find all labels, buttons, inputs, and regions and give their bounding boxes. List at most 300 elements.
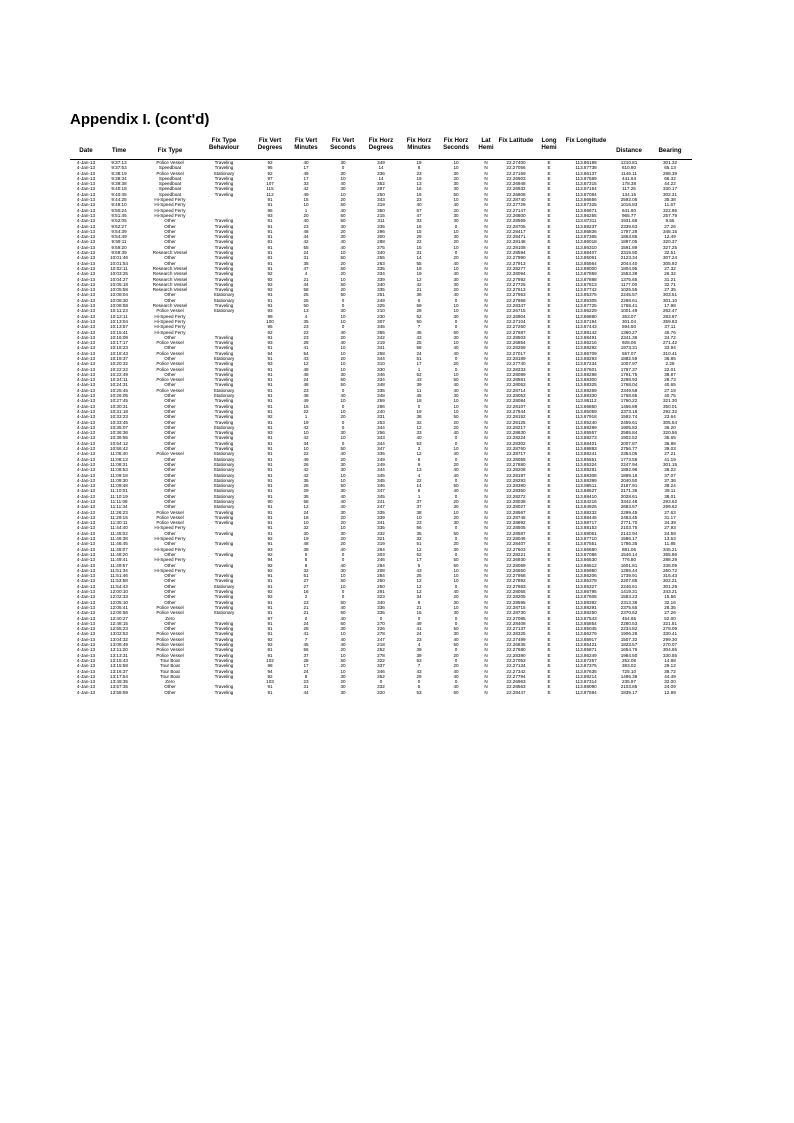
cell-fix-horz-minutes: 43 xyxy=(416,668,422,674)
cell-bearing: 2.29 xyxy=(665,361,675,367)
cell-time: 10:01:46 xyxy=(110,255,128,261)
cell-fix-type: Other xyxy=(164,541,176,547)
cell-fix-type: Other xyxy=(164,292,176,298)
cell-date: 4-Jan-13 xyxy=(76,250,96,256)
cell-time: 10:11:23 xyxy=(110,308,128,314)
cell-distance: 1804.95 xyxy=(620,265,638,271)
cell-fix-horz-seconds: 0 xyxy=(454,250,458,256)
cell-fix-horz-seconds: 0 xyxy=(454,657,458,663)
cell-fix-vert-degrees: 93 xyxy=(267,546,273,552)
cell-fix-horz-degrees: 335 xyxy=(377,451,385,457)
cell-fix-horz-degrees: 310 xyxy=(377,361,385,367)
cell-fix-horz-minutes: 5 xyxy=(417,562,421,568)
cell-fix-horz-minutes: 22 xyxy=(416,239,422,245)
cell-fix-longitude: 113.85854 xyxy=(575,620,597,626)
cell-fix-latitude: 22.27085 xyxy=(506,615,526,621)
cell-fix-horz-degrees: 253 xyxy=(377,419,385,425)
cell-fix-type-behaviour: Traveling xyxy=(214,181,234,187)
cell-distance: 881.06 xyxy=(621,546,637,552)
cell-fix-horz-minutes: 12 xyxy=(416,451,422,457)
cell-fix-horz-seconds: 0 xyxy=(454,620,458,626)
cell-fix-horz-degrees: 342 xyxy=(377,334,385,340)
cell-fix-vert-minutes: 42 xyxy=(303,435,309,441)
cell-fix-vert-seconds: 30 xyxy=(340,186,346,192)
cell-distance: 1586.17 xyxy=(620,536,638,542)
cell-fix-type: Police Vessel xyxy=(156,160,184,165)
cell-bearing: 32.16 xyxy=(664,599,676,605)
cell-bearing: 37.36 xyxy=(664,477,676,483)
cell-fix-vert-minutes: 50 xyxy=(303,303,309,309)
cell-date: 4-Jan-13 xyxy=(76,642,96,648)
cell-fix-vert-degrees: 91 xyxy=(267,419,273,425)
cell-date: 4-Jan-13 xyxy=(76,483,96,489)
cell-fix-vert-degrees: 92 xyxy=(267,562,273,568)
cell-fix-horz-degrees: 284 xyxy=(377,573,385,579)
cell-fix-horz-degrees: 331 xyxy=(377,414,385,420)
cell-fix-vert-seconds: 40 xyxy=(340,207,346,213)
cell-distance: 2142.94 xyxy=(620,530,638,536)
cell-fix-vert-seconds: 10 xyxy=(340,361,346,367)
cell-fix-horz-degrees: 14 xyxy=(378,175,384,181)
cell-bearing: 27.32 xyxy=(664,265,676,271)
cell-fix-vert-seconds: 20 xyxy=(340,456,346,462)
cell-fix-vert-degrees: 92 xyxy=(267,160,273,165)
cell-lat-hemi: N xyxy=(484,631,488,637)
cell-fix-horz-seconds: 40 xyxy=(453,467,459,473)
cell-fix-horz-degrees: 284 xyxy=(377,546,385,552)
cell-fix-type: Other xyxy=(164,334,176,340)
cell-time: 10:08:58 xyxy=(110,303,128,309)
cell-fix-horz-minutes: 12 xyxy=(416,546,422,552)
cell-lat-hemi: N xyxy=(484,673,488,679)
cell-fix-horz-degrees: 340 xyxy=(377,250,385,256)
cell-fix-horz-seconds: 20 xyxy=(453,239,459,245)
cell-fix-horz-seconds: 40 xyxy=(453,271,459,277)
cell-fix-vert-degrees: 91 xyxy=(267,530,273,536)
cell-fix-longitude: 113.86860 xyxy=(575,403,597,409)
cell-fix-horz-minutes: 12 xyxy=(416,589,422,595)
cell-fix-latitude: 22.28055 xyxy=(506,456,526,462)
cell-lat-hemi: N xyxy=(484,509,488,515)
cell-date: 4-Jan-13 xyxy=(76,424,96,430)
cell-time: 10:22:49 xyxy=(110,371,128,377)
cell-fix-vert-degrees: 92 xyxy=(267,636,273,642)
cell-fix-latitude: 22.27868 xyxy=(506,297,526,303)
cell-fix-vert-minutes: 8 xyxy=(304,557,308,563)
cell-time: 11:46:45 xyxy=(110,541,128,547)
cell-distance: 965.77 xyxy=(621,212,637,218)
cell-fix-vert-minutes: 58 xyxy=(303,287,309,293)
cell-fix-vert-degrees: 94 xyxy=(267,668,273,674)
cell-fix-type: Tour Boat xyxy=(160,668,180,674)
cell-fix-vert-degrees: 91 xyxy=(267,408,273,414)
cell-fix-latitude: 22.27613 xyxy=(506,287,526,293)
cell-fix-horz-degrees: 321 xyxy=(377,536,385,542)
cell-fix-vert-degrees: 91 xyxy=(267,398,273,404)
cell-lat-hemi: N xyxy=(484,615,488,621)
cell-fix-type-behaviour: Stationary xyxy=(213,467,235,473)
cell-fix-horz-seconds: 10 xyxy=(453,403,459,409)
cell-bearing: 13.53 xyxy=(664,536,676,542)
cell-date: 4-Jan-13 xyxy=(76,207,96,213)
cell-fix-horz-seconds: 40 xyxy=(453,202,459,208)
cell-bearing: 322.95 xyxy=(662,207,678,213)
cell-lat-hemi: N xyxy=(484,350,488,356)
cell-fix-latitude: 22.28221 xyxy=(506,551,526,557)
cell-fix-type-behaviour: Traveling xyxy=(214,663,234,669)
cell-fix-vert-minutes: 8 xyxy=(304,562,308,568)
cell-fix-type: Police Vessel xyxy=(156,308,184,314)
cell-distance: 1360.27 xyxy=(620,329,638,335)
header-lat-hemi: Lat Hemi xyxy=(478,137,494,152)
cell-lat-hemi: N xyxy=(484,175,488,181)
cell-fix-longitude: 113.85421 xyxy=(575,642,597,648)
cell-fix-longitude: 113.88717 xyxy=(575,520,597,526)
cell-fix-horz-degrees: 345 xyxy=(377,493,385,499)
cell-long-hemi: E xyxy=(547,165,551,171)
cell-fix-vert-degrees: 94 xyxy=(267,557,273,563)
cell-long-hemi: E xyxy=(547,647,551,653)
cell-fix-latitude: 22.28380 xyxy=(506,483,526,489)
cell-time: 9:38:19 xyxy=(111,170,127,176)
cell-fix-horz-seconds: 10 xyxy=(453,197,459,203)
cell-fix-vert-seconds: 10 xyxy=(340,350,346,356)
cell-time: 10:20:32 xyxy=(110,361,128,367)
cell-distance: 2007.87 xyxy=(620,440,638,446)
cell-fix-longitude: 113.87859 xyxy=(575,271,597,277)
cell-bearing: 34.72 xyxy=(664,334,676,340)
cell-fix-longitude: 113.87443 xyxy=(575,324,597,330)
cell-fix-longitude: 113.88291 xyxy=(575,604,597,610)
cell-fix-vert-minutes: 49 xyxy=(303,170,309,176)
cell-fix-vert-degrees: 102 xyxy=(266,657,274,663)
cell-distance: 1902.52 xyxy=(620,435,638,441)
cell-fix-type-behaviour: Traveling xyxy=(214,276,234,282)
cell-distance: 1496.38 xyxy=(620,673,638,679)
cell-fix-vert-degrees: 91 xyxy=(267,488,273,494)
cell-fix-latitude: 22.28417 xyxy=(506,228,526,234)
cell-long-hemi: E xyxy=(547,509,551,515)
cell-fix-latitude: 22.28189 xyxy=(506,355,526,361)
cell-fix-horz-degrees: 352 xyxy=(377,673,385,679)
cell-fix-longitude: 113.88000 xyxy=(575,265,597,271)
cell-fix-vert-degrees: 107 xyxy=(266,181,274,187)
cell-fix-vert-seconds: 20 xyxy=(340,355,346,361)
cell-fix-vert-degrees: 92 xyxy=(267,642,273,648)
cell-fix-vert-seconds: 50 xyxy=(340,446,346,452)
cell-fix-latitude: 22.28089 xyxy=(506,371,526,377)
cell-fix-longitude: 113.85551 xyxy=(575,456,597,462)
cell-fix-vert-seconds: 30 xyxy=(340,467,346,473)
cell-lat-hemi: N xyxy=(484,573,488,579)
cell-fix-type-behaviour: Traveling xyxy=(214,578,234,584)
cell-fix-type-behaviour: Traveling xyxy=(214,652,234,658)
cell-distance: 2123.34 xyxy=(620,255,638,261)
cell-long-hemi: E xyxy=(547,626,551,632)
cell-fix-latitude: 22.28563 xyxy=(506,684,526,690)
cell-long-hemi: E xyxy=(547,589,551,595)
cell-bearing: 34.39 xyxy=(664,520,676,526)
cell-lat-hemi: N xyxy=(484,599,488,605)
cell-distance: 610.80 xyxy=(621,165,637,171)
cell-fix-horz-minutes: 42 xyxy=(416,281,422,287)
cell-fix-horz-seconds: 10 xyxy=(453,371,459,377)
cell-fix-longitude: 113.87315 xyxy=(575,181,597,187)
cell-fix-type: Police Vessel xyxy=(156,340,184,346)
cell-fix-longitude: 113.86310 xyxy=(575,244,597,250)
cell-distance: 454.65 xyxy=(621,615,637,621)
cell-fix-type-behaviour: Traveling xyxy=(214,599,234,605)
cell-fix-type: Other xyxy=(164,456,176,462)
cell-fix-horz-degrees: 335 xyxy=(377,387,385,393)
cell-bearing: 355.86 xyxy=(662,551,678,557)
cell-long-hemi: E xyxy=(547,387,551,393)
cell-distance: 1797.28 xyxy=(620,228,638,234)
cell-lat-hemi: N xyxy=(484,303,488,309)
cell-lat-hemi: N xyxy=(484,541,488,547)
cell-date: 4-Jan-13 xyxy=(76,297,96,303)
cell-fix-latitude: 22.27883 xyxy=(506,583,526,589)
cell-fix-vert-seconds: 20 xyxy=(340,514,346,520)
cell-fix-vert-minutes: 21 xyxy=(303,604,309,610)
cell-fix-vert-minutes: 44 xyxy=(303,234,309,240)
cell-lat-hemi: N xyxy=(484,652,488,658)
cell-lat-hemi: N xyxy=(484,223,488,229)
cell-fix-vert-minutes: 22 xyxy=(303,329,309,335)
cell-fix-longitude: 113.87084 xyxy=(575,191,597,197)
cell-bearing: 11.67 xyxy=(664,202,676,208)
cell-fix-horz-minutes: 24 xyxy=(416,350,422,356)
cell-time: 9:54:49 xyxy=(111,234,127,240)
cell-long-hemi: E xyxy=(547,504,551,510)
cell-fix-horz-minutes: 12 xyxy=(416,424,422,430)
cell-fix-type-behaviour: Traveling xyxy=(214,514,234,520)
cell-fix-type: Other xyxy=(164,689,176,695)
cell-fix-horz-degrees: 335 xyxy=(377,610,385,616)
cell-fix-horz-minutes: 39 xyxy=(416,652,422,658)
cell-long-hemi: E xyxy=(547,408,551,414)
cell-fix-latitude: 22.28053 xyxy=(506,393,526,399)
cell-fix-longitude: 113.85564 xyxy=(575,260,597,266)
cell-fix-vert-degrees: 99 xyxy=(267,313,273,319)
cell-fix-vert-minutes: 23 xyxy=(303,324,309,330)
cell-bearing: 27.21 xyxy=(664,451,676,457)
cell-fix-horz-seconds: 10 xyxy=(453,265,459,271)
cell-fix-horz-degrees: 14 xyxy=(378,165,384,171)
cell-fix-vert-seconds: 50 xyxy=(340,265,346,271)
cell-fix-longitude: 113.85324 xyxy=(575,461,597,467)
cell-date: 4-Jan-13 xyxy=(76,170,96,176)
header-fix-horz-seconds: Fix Horz Seconds xyxy=(443,137,469,152)
cell-bearing: 336.09 xyxy=(662,562,678,568)
cell-fix-type: Other xyxy=(164,684,176,690)
cell-time: 11:08:13 xyxy=(110,456,128,462)
cell-fix-horz-degrees: 322 xyxy=(377,657,385,663)
cell-date: 4-Jan-13 xyxy=(76,292,96,298)
cell-fix-vert-degrees: 91 xyxy=(267,255,273,261)
cell-fix-latitude: 22.27342 xyxy=(506,668,526,674)
cell-fix-vert-minutes: 17 xyxy=(303,663,309,669)
cell-fix-longitude: 113.88142 xyxy=(575,329,597,335)
cell-bearing: 320.37 xyxy=(662,239,678,245)
cell-fix-vert-seconds: 40 xyxy=(340,546,346,552)
cell-fix-type-behaviour: Traveling xyxy=(214,175,234,181)
cell-date: 4-Jan-13 xyxy=(76,175,96,181)
cell-fix-type: Other xyxy=(164,393,176,399)
cell-bearing: 301.29 xyxy=(662,583,678,589)
cell-bearing: 359.83 xyxy=(662,318,678,324)
cell-fix-longitude: 113.88288 xyxy=(575,371,597,377)
cell-fix-longitude: 113.88392 xyxy=(575,599,597,605)
cell-fix-latitude: 22.27892 xyxy=(506,276,526,282)
cell-fix-horz-degrees: 303 xyxy=(377,551,385,557)
cell-fix-latitude: 22.26800 xyxy=(506,212,526,218)
cell-distance: 2103.85 xyxy=(620,684,638,690)
cell-fix-horz-degrees: 346 xyxy=(377,483,385,489)
cell-fix-longitude: 113.87086 xyxy=(575,551,597,557)
cell-fix-vert-degrees: 91 xyxy=(267,456,273,462)
cell-fix-horz-degrees: 263 xyxy=(377,260,385,266)
cell-fix-type-behaviour: Traveling xyxy=(214,223,234,229)
cell-fix-horz-minutes: 38 xyxy=(416,414,422,420)
cell-fix-type-behaviour: Stationary xyxy=(213,424,235,430)
cell-fix-vert-minutes: 1 xyxy=(304,414,308,420)
cell-fix-horz-seconds: 20 xyxy=(453,207,459,213)
cell-fix-type-behaviour: Traveling xyxy=(214,689,234,695)
cell-fix-horz-degrees: 341 xyxy=(377,520,385,526)
cell-fix-horz-seconds: 40 xyxy=(453,430,459,436)
cell-fix-latitude: 22.28053 xyxy=(506,382,526,388)
cell-distance: 1419.31 xyxy=(620,589,638,595)
cell-long-hemi: E xyxy=(547,546,551,552)
cell-date: 4-Jan-13 xyxy=(76,287,96,293)
cell-fix-horz-degrees: 288 xyxy=(377,239,385,245)
cell-bearing: 305.54 xyxy=(662,419,678,425)
cell-lat-hemi: N xyxy=(484,329,488,335)
cell-lat-hemi: N xyxy=(484,186,488,192)
cell-fix-horz-seconds: 0 xyxy=(454,679,458,685)
cell-long-hemi: E xyxy=(547,530,551,536)
cell-distance: 1768.41 xyxy=(620,303,638,309)
cell-fix-vert-seconds: 0 xyxy=(341,403,345,409)
cell-long-hemi: E xyxy=(547,578,551,584)
cell-fix-type-behaviour: Traveling xyxy=(214,218,234,224)
cell-fix-horz-seconds: 20 xyxy=(453,514,459,520)
cell-fix-vert-minutes: 1 xyxy=(304,207,308,213)
cell-date: 4-Jan-13 xyxy=(76,557,96,563)
cell-fix-type-behaviour: Stationary xyxy=(213,477,235,483)
cell-fix-vert-seconds: 20 xyxy=(340,647,346,653)
cell-fix-vert-degrees: 91 xyxy=(267,684,273,690)
cell-fix-type: Hi-Speed Ferry xyxy=(154,536,186,542)
cell-fix-horz-seconds: 10 xyxy=(453,160,459,165)
cell-fix-vert-degrees: 97 xyxy=(267,615,273,621)
cell-time: 13:49:35 xyxy=(110,679,128,685)
cell-long-hemi: E xyxy=(547,181,551,187)
cell-lat-hemi: N xyxy=(484,313,488,319)
cell-bearing: 345.21 xyxy=(662,546,678,552)
cell-time: 9:59:11 xyxy=(111,239,127,245)
cell-distance: 1456.89 xyxy=(620,403,638,409)
cell-long-hemi: E xyxy=(547,350,551,356)
cell-distance: 1016.83 xyxy=(620,202,638,208)
cell-fix-horz-seconds: 50 xyxy=(453,626,459,632)
cell-bearing: 41.19 xyxy=(664,456,676,462)
cell-date: 4-Jan-13 xyxy=(76,636,96,642)
cell-fix-type: Other xyxy=(164,234,176,240)
cell-fix-vert-degrees: 91 xyxy=(267,493,273,499)
cell-fix-type-behaviour: Traveling xyxy=(214,255,234,261)
cell-fix-horz-degrees: 344 xyxy=(377,467,385,473)
cell-distance: 2171.36 xyxy=(620,488,638,494)
cell-fix-horz-seconds: 20 xyxy=(453,287,459,293)
cell-distance: 725.10 xyxy=(621,668,637,674)
cell-time: 11:29:15 xyxy=(110,514,128,520)
cell-fix-horz-degrees: 346 xyxy=(377,668,385,674)
cell-fix-horz-degrees: 240 xyxy=(377,408,385,414)
cell-fix-latitude: 22.28740 xyxy=(506,197,526,203)
cell-bearing: 44.22 xyxy=(664,181,676,187)
cell-fix-vert-seconds: 50 xyxy=(340,578,346,584)
cell-fix-vert-minutes: 35 xyxy=(303,477,309,483)
cell-fix-longitude: 113.88292 xyxy=(575,345,597,351)
cell-fix-horz-degrees: 345 xyxy=(377,324,385,330)
cell-fix-type-behaviour: Stationary xyxy=(213,472,235,478)
cell-long-hemi: E xyxy=(547,255,551,261)
cell-fix-vert-minutes: 12 xyxy=(303,504,309,510)
cell-long-hemi: E xyxy=(547,567,551,573)
cell-fix-type-behaviour: Stationary xyxy=(213,504,235,510)
cell-time: 10:04:27 xyxy=(110,276,128,282)
cell-fix-longitude: 113.86249 xyxy=(575,652,597,658)
cell-fix-vert-degrees: 91 xyxy=(267,334,273,340)
cell-fix-latitude: 22.28447 xyxy=(506,689,526,695)
cell-long-hemi: E xyxy=(547,297,551,303)
cell-fix-latitude: 22.27400 xyxy=(506,160,526,165)
cell-fix-vert-degrees: 91 xyxy=(267,525,273,531)
cell-bearing: 321.81 xyxy=(662,620,678,626)
cell-fix-vert-minutes: 42 xyxy=(303,467,309,473)
cell-distance: 1839.17 xyxy=(620,689,638,695)
cell-fix-horz-minutes: 50 xyxy=(416,318,422,324)
cell-fix-longitude: 113.88237 xyxy=(575,223,597,229)
cell-fix-type-behaviour: Traveling xyxy=(214,414,234,420)
cell-fix-latitude: 22.27644 xyxy=(506,408,526,414)
cell-fix-horz-minutes: 19 xyxy=(416,408,422,414)
cell-fix-type-behaviour: Traveling xyxy=(214,191,234,197)
cell-fix-longitude: 113.88153 xyxy=(575,525,597,531)
cell-time: 12:48:15 xyxy=(110,620,128,626)
cell-fix-longitude: 113.86530 xyxy=(575,557,597,563)
cell-fix-vert-minutes: 47 xyxy=(303,265,309,271)
cell-fix-vert-degrees: 91 xyxy=(267,461,273,467)
cell-fix-horz-degrees: 337 xyxy=(377,663,385,669)
cell-time: 11:09:18 xyxy=(110,472,128,478)
cell-fix-horz-minutes: 9 xyxy=(417,599,421,605)
cell-fix-longitude: 113.88232 xyxy=(575,509,597,515)
cell-fix-longitude: 113.87551 xyxy=(575,541,597,547)
cell-fix-vert-seconds: 10 xyxy=(340,313,346,319)
cell-fix-latitude: 22.27680 xyxy=(506,647,526,653)
cell-fix-vert-seconds: 20 xyxy=(340,228,346,234)
cell-fix-type: Other xyxy=(164,435,176,441)
cell-lat-hemi: N xyxy=(484,393,488,399)
cell-fix-latitude: 22.28302 xyxy=(506,440,526,446)
cell-fix-horz-seconds: 50 xyxy=(453,689,459,695)
cell-fix-horz-minutes: 8 xyxy=(417,456,421,462)
cell-lat-hemi: N xyxy=(484,414,488,420)
cell-fix-vert-seconds: 50 xyxy=(340,255,346,261)
